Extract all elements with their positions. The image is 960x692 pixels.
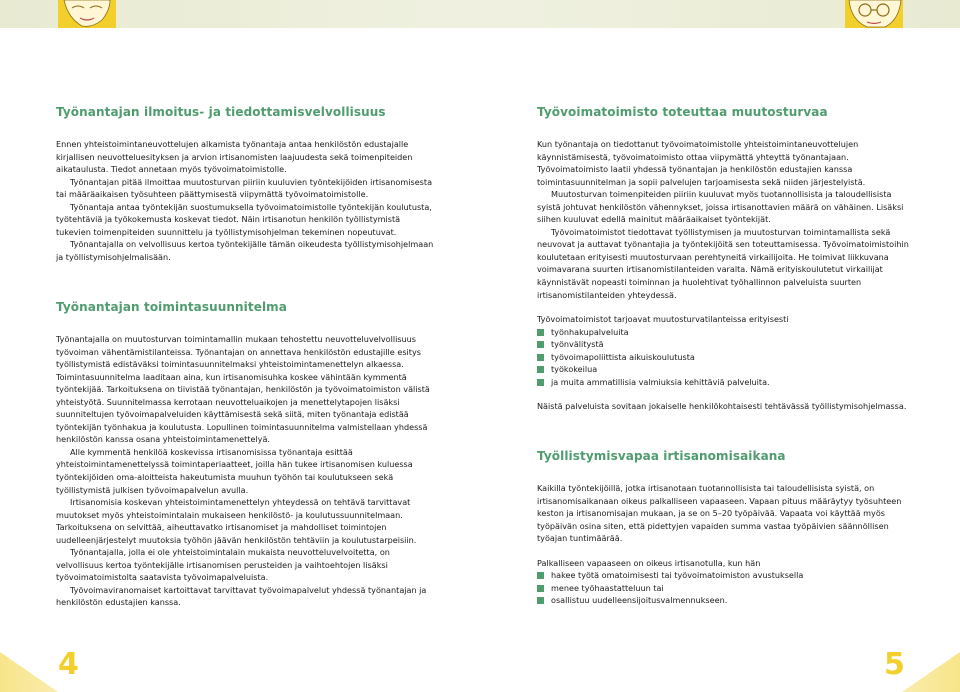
services-intro: Työvoimatoimistot tarjoavat muutosturvatilanteissa erityisesti	[537, 314, 789, 325]
services-list	[537, 326, 917, 389]
leave-intro: Palkalliseen vapaaseen on oikeus irtisanotulla, kun hän	[537, 557, 761, 568]
page-number-left: 4	[58, 647, 79, 682]
list-item: työvoimapoliittista aikuiskoulutusta	[537, 351, 917, 364]
heading-notification-duty: Työnantajan ilmoitus- ja tiedottamisvelvollisuus	[56, 105, 386, 119]
header-strip	[0, 0, 960, 28]
paragraph: Muutosturvan toimenpiteiden piiriin kuuluvat myös tuotannollisista ja taloudellisista syistä johtuvat henkilöstön vähennykset, joissa irtisanottavien määrä on vähäinen. Lisäksi siihen kuuluvat edellä mainitut määräaikaiset työntekijät.	[537, 189, 904, 225]
illustration-face-left	[58, 0, 116, 28]
paragraph: Työnantajan pitää ilmoittaa muutosturvan piiriin kuuluvien työntekijöiden irtisanomisesta tai määräaikaisen työsuhteen päättymisestä viipymättä työvoimatoimistolle.	[56, 176, 433, 200]
notification-duty-text	[56, 138, 436, 263]
services-outro: Näistä palveluista sovitaan jokaiselle henkilökohtaisesti tehtävässä työllistymisohjelmassa.	[537, 401, 907, 412]
list-item: osallistuu uudelleensijoitusvalmennukseen.	[537, 594, 917, 607]
corner-decoration-left	[0, 652, 58, 692]
list-item: työnvälitystä	[537, 338, 917, 351]
face-glasses-drawing-icon	[845, 0, 903, 28]
paragraph: Työvoimatoimistot tiedottavat työllistymisen ja muutosturvan toimintamallista sekä neuvovat ja auttavat työnantajia ja työntekijöitä sen toteuttamisessa. Työvoimatoimistoihin koulutetaan erityisesti muutosturvaan perehtyneitä virkailijoita. He toimivat liikkuvana voimavarana suurten irtisanomistilanteiden varalta. Nämä erityiskoulutetut virkailijat käynnistävät nopeasti toiminnan ja huolehtivat työhallinnon palveluista suurten irtisanomistilanteiden yhteydessä.	[537, 226, 909, 300]
paragraph: Työvoimaviranomaiset kartoittavat tarvittavat työvoimapalvelut yhdessä työnantajan ja henkilöstön edustajien kanssa.	[56, 584, 427, 608]
list-item: menee työhaastatteluun tai	[537, 582, 917, 595]
paragraph: Työnantajalla on velvollisuus kertoa työntekijälle tämän oikeudesta työllistymisohjelmaan ja työllistymisohjelmalisään.	[56, 239, 434, 262]
paragraph: Kaikilla työntekijöillä, jotka irtisanotaan tuotannollisista tai taloudellisista syistä, on irtisanomisaikanaan oikeus palkalliseen vapaaseen. Vapaan pituus määräytyy työsuhteen keston ja irtisanomisajan mukaan, ja se on 5–20 työpäivää. Vapaata voi käyttää myös työpäivän osina siten, että pidettyjen vapaiden summa vastaa työpäivien säännöllisen työajan tuntimäärää.	[537, 483, 902, 544]
page-number-right: 5	[884, 647, 905, 682]
paragraph: Kun työnantaja on tiedottanut työvoimatoimistolle yhteistoimintaneuvottelujen käynnistämisestä, työvoimatoimisto ottaa viipymättä yhteyttä työnantajaan. Työvoimatoimisto laatii yhdessä työnantajan ja henkilöstön edustajien kanssa toimintasuunnitelman ja sopii palvelujen tarjoamisesta sekä niiden järjestelyistä.	[537, 139, 866, 187]
heading-action-plan: Työnantajan toimintasuunnitelma	[56, 300, 287, 314]
paragraph: Työnantaja antaa työntekijän suostumuksella työvoimatoimistolle työntekijän koulutusta, työtehtäviä ja työkokemusta koskevat tiedot. Näin irtisanotun henkilön työllistymistä tukevien toimenpiteiden suunnittelu ja työllistymisohjelman tekeminen nopeutuvat.	[56, 201, 432, 237]
heading-employment-office: Työvoimatoimisto toteuttaa muutosturvaa	[537, 105, 828, 119]
leave-conditions-list	[537, 569, 917, 607]
list-item: työkokeilua	[537, 363, 917, 376]
paragraph: Työnantajalla, jolla ei ole yhteistoimintalain mukaista neuvotteluvelvoitetta, on velvollisuus kertoa työntekijälle irtisanomisen perusteiden ja vaihtoehtojen lisäksi työvoimatoimistolta saatavista työvoimapalveluista.	[56, 547, 390, 583]
face-drawing-icon	[58, 0, 116, 28]
corner-decoration-right	[902, 652, 960, 692]
heading-employment-leave: Työllistymisvapaa irtisanomisaikana	[537, 449, 786, 463]
list-item: hakee työtä omatoimisesti tai työvoimatoimiston avustuksella	[537, 569, 917, 582]
paragraph: Ennen yhteistoimintaneuvottelujen alkamista työnantaja antaa henkilöstön edustajalle kirjallisen neuvotteluesityksen ja arvion irtisanomisten laajuudesta sekä toimenpiteiden aikataulusta. Tiedot annetaan myös työvoimatoimistolle.	[56, 139, 413, 175]
paragraph: Työnantajalla on muutosturvan toimintamallin mukaan tehostettu neuvotteluvelvollisuus työvoiman vähentämistilanteissa. Työnantajan on annettava henkilöstön edustajille esitys työllistymistä edistäväksi toimintasuunnitelmaksi yhteistoimintamenettelyn alkaessa. Toimintasuunnitelma laaditaan aina, kun irtisanomisuhka koskee vähintään kymmentä työntekijää. Tarkoituksena on tiivistää työnantajan, henkilöstön ja työvoimatoimiston välistä yhteistyötä. Suunnitelmassa kerrotaan neuvotteluaikojen ja menettelytapojen lisäksi suunniteltujen työvoimapalveluiden käyttämisestä sekä siitä, miten työnantaja edistää työntekijän työnhakua ja koulutusta. Lopullinen toimintasuunnitelma valmistellaan yhdessä henkilöstön kanssa osana yhteistoimintamenettelyä.	[56, 334, 430, 445]
list-item: työnhakupalveluita	[537, 326, 917, 339]
list-item: ja muita ammatillisia valmiuksia kehittäviä palveluita.	[537, 376, 917, 389]
paragraph: Irtisanomisia koskevan yhteistoimintamenettelyn yhteydessä on tehtävä tarvittavat muutokset myös yhteistoimintalain mukaiseen henkilöstö- ja koulutussuunnitelmaan. Tarkoituksena on selvittää, aiheuttavatko irtisanomiset ja mahdolliset toimintojen uudelleenjärjestelyt muutoksia työhön jäävän henkilöstön tehtäviin ja koulutustarpeisiin.	[56, 497, 417, 545]
employment-leave-text	[537, 482, 917, 607]
illustration-face-right	[845, 0, 903, 28]
action-plan-text	[56, 333, 436, 609]
employment-office-text	[537, 138, 917, 413]
paragraph: Alle kymmentä henkilöä koskevissa irtisanomisissa työnantaja esittää yhteistoimintamenettelyssä toimintaperiaatteet, joilla hän tukee irtisanomisen kuluessa työntekijöiden oma-aloitteista hakeutumista muuhun työhön tai koulutukseen sekä työllistymistä julkisen työvoimapalvelun avulla.	[56, 446, 413, 495]
